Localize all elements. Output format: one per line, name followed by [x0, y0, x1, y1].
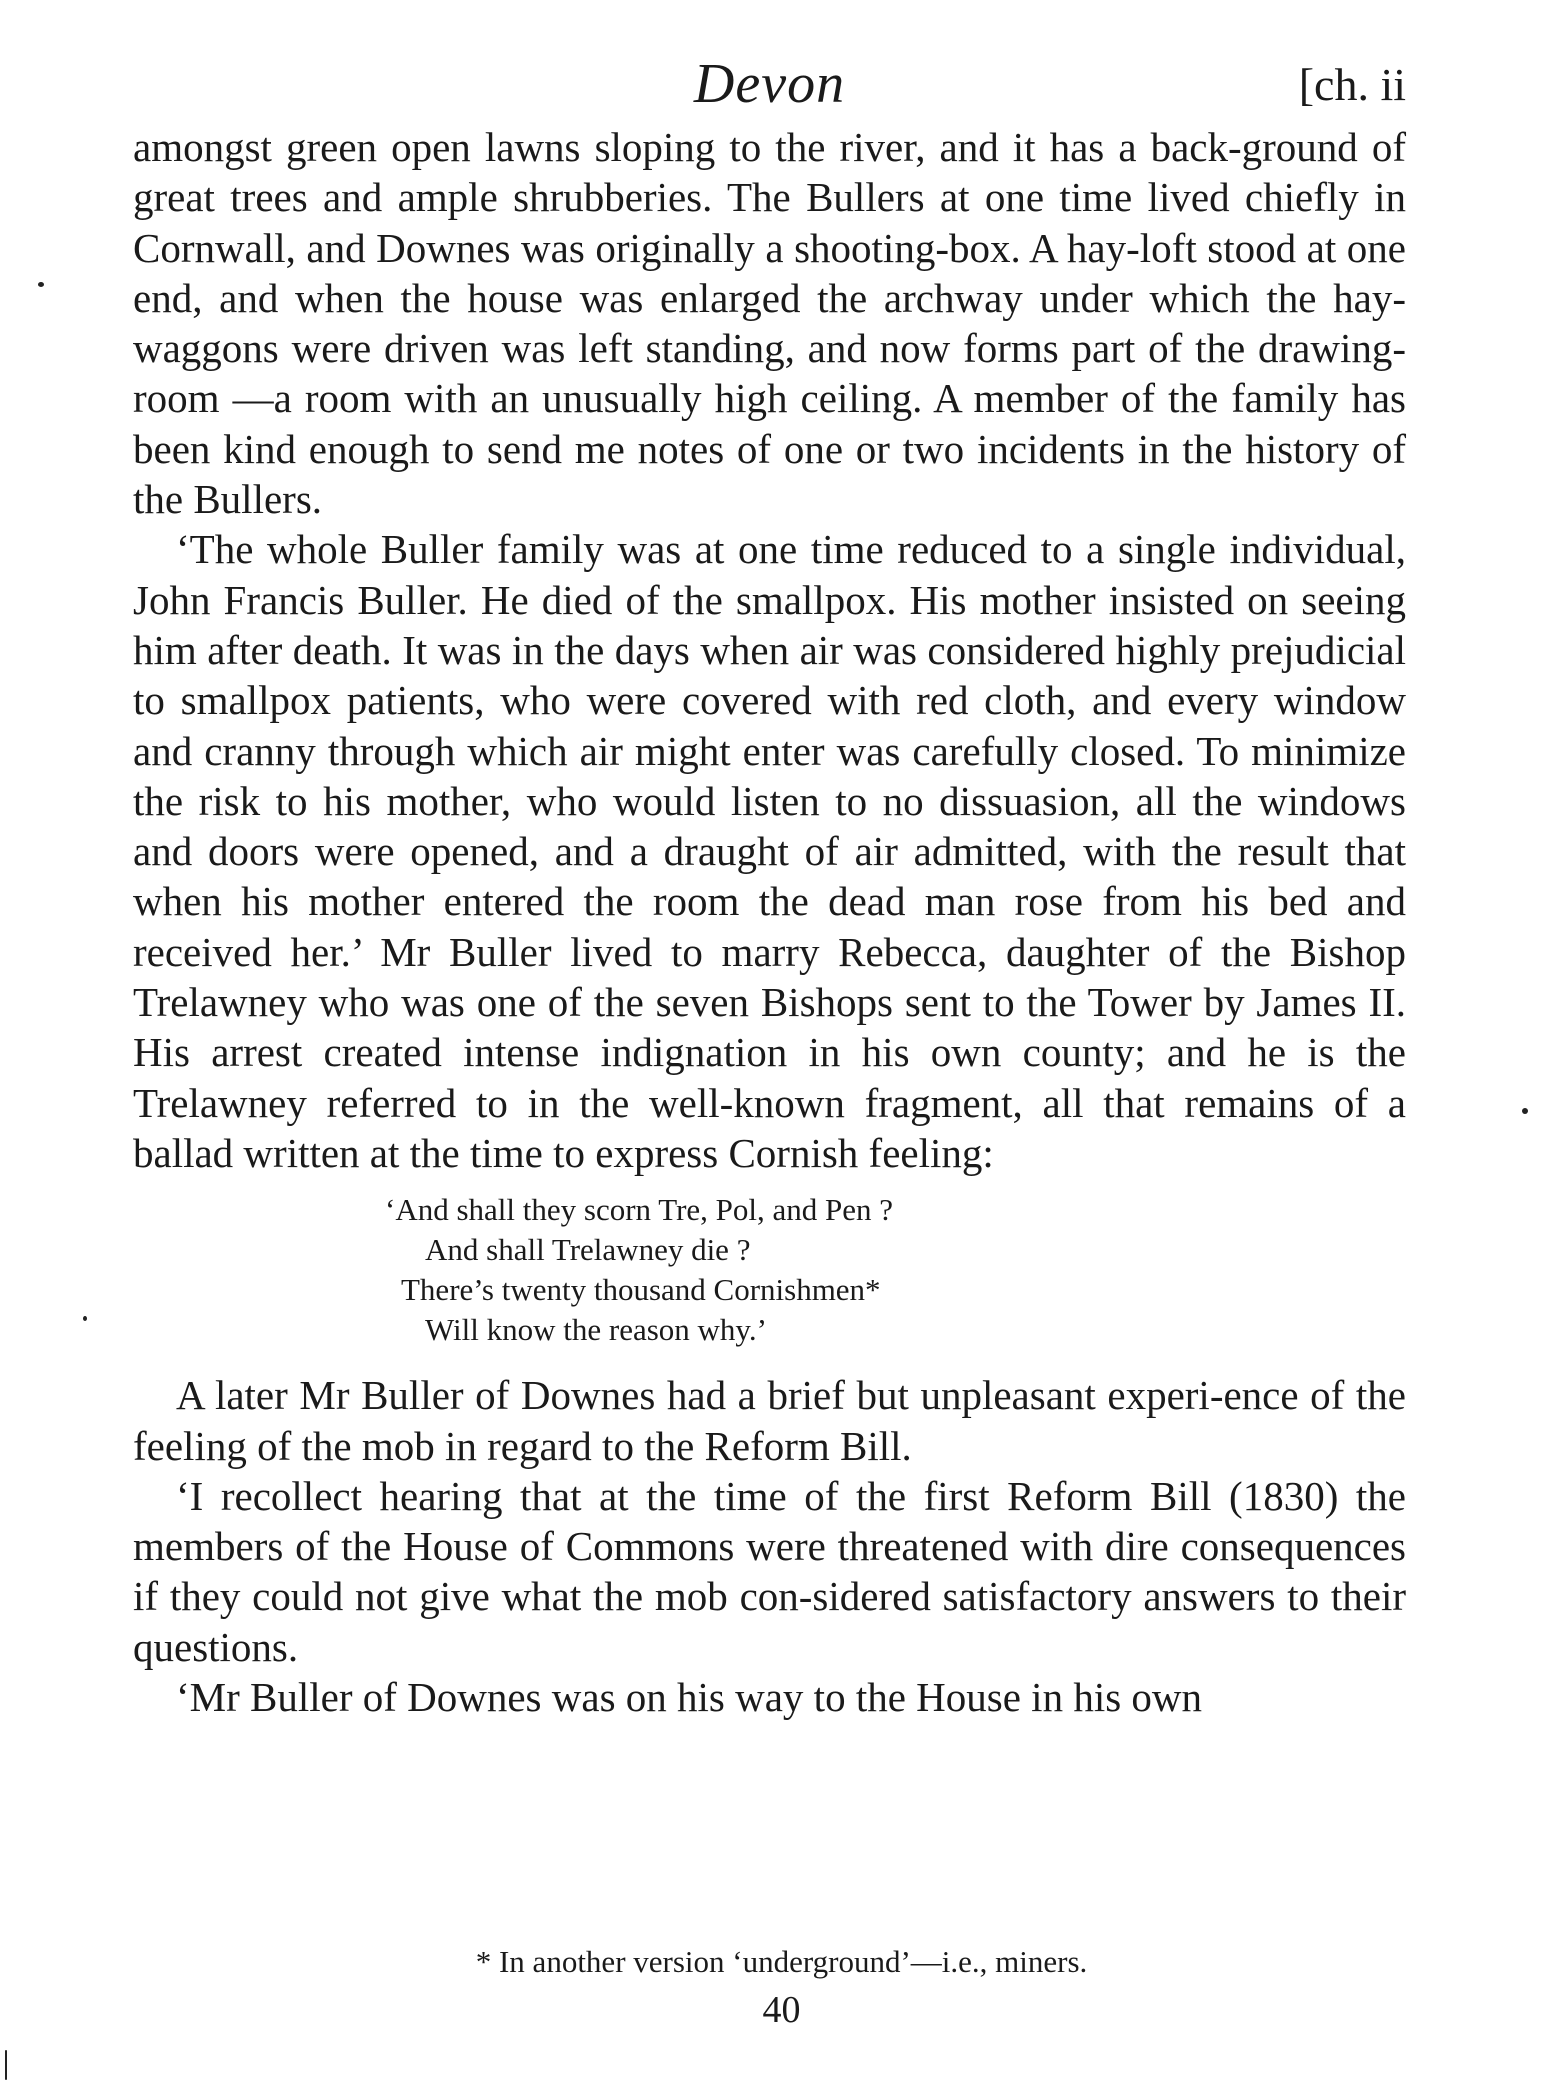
- ballad-verse: [133, 1190, 1406, 1350]
- verse-line-3: There’s twenty thousand Cornishmen*: [401, 1272, 881, 1308]
- verse-line-2: And shall Trelawney die ?: [425, 1232, 751, 1268]
- ink-speck-right: [1522, 1108, 1528, 1114]
- page-number: 40: [762, 1989, 801, 2031]
- running-title: Devon: [693, 53, 846, 115]
- paragraph-1: amongst green open lawns sloping to the river, and it has a back-ground of great trees and ample shrubberies. The Bullers at one time lived chiefly in Cornwall, and Downes was originally a shooting-box. A hay-loft stood at one end, and when the house was enlarged the archway under which the hay-waggons were driven was left standing, and now forms part of the drawing-room —a room with an unusually high ceiling. A member of the family has been kind enough to send me notes of one or two incidents in the history of the Bullers.: [133, 124, 1406, 523]
- paragraph-2: ‘The whole Buller family was at one time reduced to a single individual, John Francis Buller. He died of the smallpox. His mother insisted on seeing him after death. It was in the days when air was considered highly prejudicial to smallpox patients, who were covered with red cloth, and every window and cranny through which air might enter was carefully closed. To minimize the risk to his mother, who would listen to no dissuasion, all the windows and doors were opened, and a draught of air admitted, with the result that when his mother entered the room the dead man rose from his bed and received her.’ Mr Buller lived to marry Rebecca, daughter of the Bishop Trelawney who was one of the seven Bishops sent to the Tower by James II. His arrest created intense indignation in his own county; and he is the Trelawney referred to in the well-known fragment, all that remains of a ballad written at the time to express Cornish feeling:: [133, 526, 1406, 1176]
- footnote: * In another version ‘underground’—i.e., miners.: [475, 1944, 1088, 1979]
- paragraph-5: ‘Mr Buller of Downes was on his way to the House in his own: [176, 1674, 1203, 1721]
- ink-speck-left: [38, 282, 44, 287]
- verse-line-1: ‘And shall they scorn Tre, Pol, and Pen ?: [385, 1192, 894, 1228]
- ink-speck-bottom: [5, 2050, 7, 2080]
- chapter-label: [ch. ii: [1298, 59, 1406, 110]
- paragraph-4: ‘I recollect hearing that at the time of the first Reform Bill (1830) the members of the House of Commons were threatened with dire consequences if they could not give what the mob con-sidered satisfactory answers to their questions.: [133, 1472, 1406, 1670]
- running-head: [133, 52, 1406, 122]
- paragraph-3: A later Mr Buller of Downes had a brief but unpleasant experi-ence of the feeling of the mob in regard to the Reform Bill.: [133, 1372, 1406, 1469]
- verse-line-4: Will know the reason why.’: [425, 1312, 767, 1348]
- body-text: [133, 122, 1406, 1722]
- ink-speck-margin: [83, 1316, 87, 1321]
